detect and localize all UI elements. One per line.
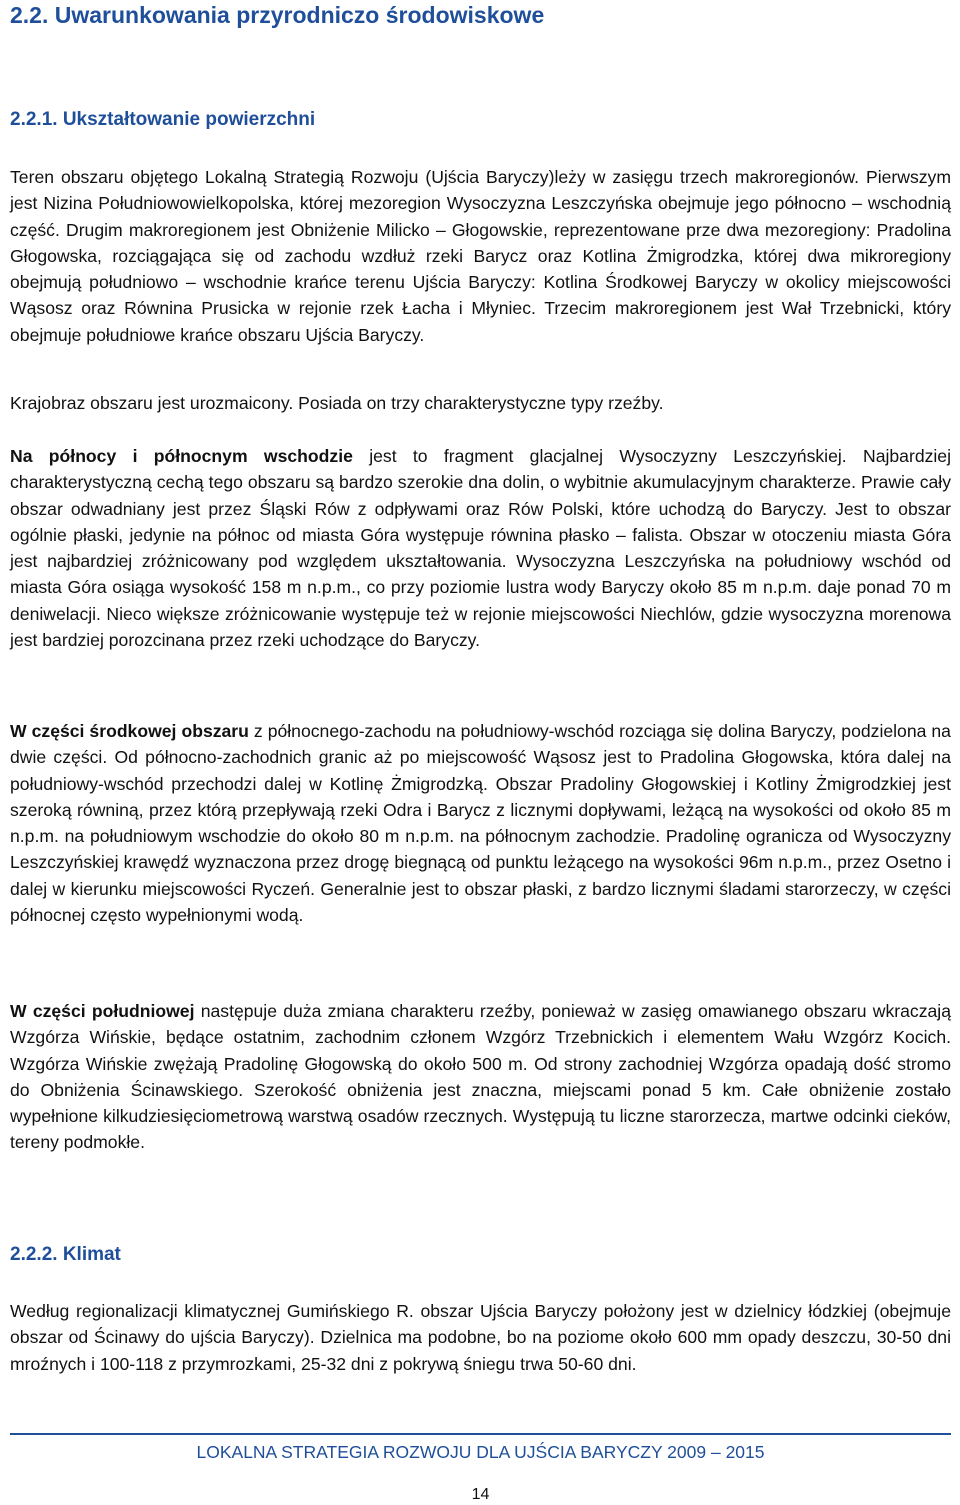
subsection-heading-climate: 2.2.2. Klimat (10, 1244, 121, 1265)
paragraph-north-body: jest to fragment glacjalnej Wysoczyzny Leszczyńskiej. Najbardziej charakterystyczną cechą tego obszaru są bardzo szerokie dna dolin, o wybitnie akumulacyjnym charakterze. Prawie cały obszar odwadniany jest przez Śląski Rów z odpływami oraz Rów Polski, które uchodzą do Baryczy. Jest to obszar ogólnie płaski, jedynie na północ od miasta Góra występuje równina płasko – falista. Obszar w otoczeniu miasta Góra jest najbardziej zróżnicowany pod względem ukształtowania. Wysoczyzna Leszczyńska na południowy wschód od miasta Góra osiąga wysokość 158 m n.p.m., co przy poziomie lustra wody Baryczy około 85 m n.p.m. daje ponad 70 m deniwelacji. Nieco większe zróżnicowanie występuje też w rejonie miejscowości Niechlów, gdzie wysoczyzna morenowa jest bardziej porozcinana przez rzeki uchodzące do Baryczy. (10, 446, 951, 651)
subsection-heading-surface: 2.2.1. Ukształtowanie powierzchni (10, 109, 316, 130)
footer-divider (10, 1433, 951, 1435)
paragraph-central-body: z północnego-zachodu na południowy-wschód rozciąga się dolina Baryczy, podzielona na dwie części. Od północno-zachodnich granic aż po miejscowość Wąsosz jest to Pradolina Głogowska, która dalej na południowy-wschód przechodzi dalej w Kotlinę Żmigrodzką. Obszar Pradoliny Głogowskiej i Kotliny Żmigrodzkiej jest szeroką równiną, przez którą przepływają rzeki Odra i Barycz z licznymi dopływami, leżącą na wysokości od około 85 m n.p.m. na południowym wschodzie do około 80 m n.p.m. na północnym zachodzie. Pradolinę ogranicza od Wysoczyzny Leszczyńskiej krawędź wyznaczona przez drogę biegnącą od punktu leżącego na wysokości 96m n.p.m., przez Osetno i dalej w kierunku miejscowości Ryczeń. Generalnie jest to obszar płaski, z bardzo licznymi śladami starorzeczy, w części północnej często wypełnionymi wodą. (10, 721, 951, 926)
footer-title: LOKALNA STRATEGIA ROZWOJU DLA UJŚCIA BARYCZY 2009 – 2015 (196, 1442, 765, 1462)
paragraph-north (10, 443, 951, 653)
paragraph-north-lead: Na północy i północnym wschodzie (10, 446, 353, 466)
paragraph-south-lead: W części południowej (10, 1001, 195, 1021)
paragraph-landscape: Krajobraz obszaru jest urozmaicony. Posiada on trzy charakterystyczne typy rzeźby. (10, 393, 664, 413)
paragraph-central (10, 718, 951, 928)
paragraph-central-lead: W części środkowej obszaru (10, 721, 249, 741)
paragraph-climate: Według regionalizacji klimatycznej Gumińskiego R. obszar Ujścia Baryczy położony jest w dzielnicy łódzkiej (obejmuje obszar od Ścinawy do ujścia Baryczy). Dzielnica ma podobne, bo na poziome około 600 mm opady deszczu, 30-50 dni mroźnych i 100-118 z przymrozkami, 25-32 dni z pokrywą śniegu trwa 50-60 dni. (10, 1301, 951, 1374)
paragraph-south (10, 998, 951, 1156)
page-number: 14 (471, 1486, 490, 1503)
section-heading: 2.2. Uwarunkowania przyrodniczo środowiskowe (10, 2, 545, 28)
paragraph-south-body: następuje duża zmiana charakteru rzeźby, ponieważ w zasięg omawianego obszaru wkraczają Wzgórza Wińskie, będące ostatnim, zachodnim członem Wzgórz Trzebnickich i elementem Wału Wzgórz Kocich. Wzgórza Wińskie zwężają Pradolinę Głogowską do około 500 m. Od strony zachodniej Wzgórza opadają dość stromo do Obniżenia Ścinawskiego. Szerokość obniżenia jest znaczna, miejscami ponad 5 km. Całe obniżenie zostało wypełnione kilkudziesięciometrową warstwą osadów rzecznych. Występują tu liczne starorzecza, martwe odcinki cieków, tereny podmokłe. (10, 1001, 952, 1153)
paragraph-regions: Teren obszaru objętego Lokalną Strategią Rozwoju (Ujścia Baryczy)leży w zasięgu trzech makroregionów. Pierwszym jest Nizina Południowowielkopolska, której mezoregion Wysoczyzna Leszczyńska obejmuje jego północno – wschodnią część. Drugim makroregionem jest Obniżenie Milicko – Głogowskie, reprezentowane prze dwa mezoregiony: Pradolina Głogowska, rozciągająca się od zachodu wzdłuż rzeki Barycz oraz Kotlina Żmigrodzka, której dwa mikroregiony obejmują południowo – wschodnie krańce terenu Ujścia Baryczy: Kotlina Środkowej Baryczy w okolicy miejscowości Wąsosz oraz Równina Prusicka w rejonie rzek Łacha i Młyniec. Trzecim makroregionem jest Wał Trzebnicki, który obejmuje południowe krańce obszaru Ujścia Baryczy. (10, 167, 951, 345)
